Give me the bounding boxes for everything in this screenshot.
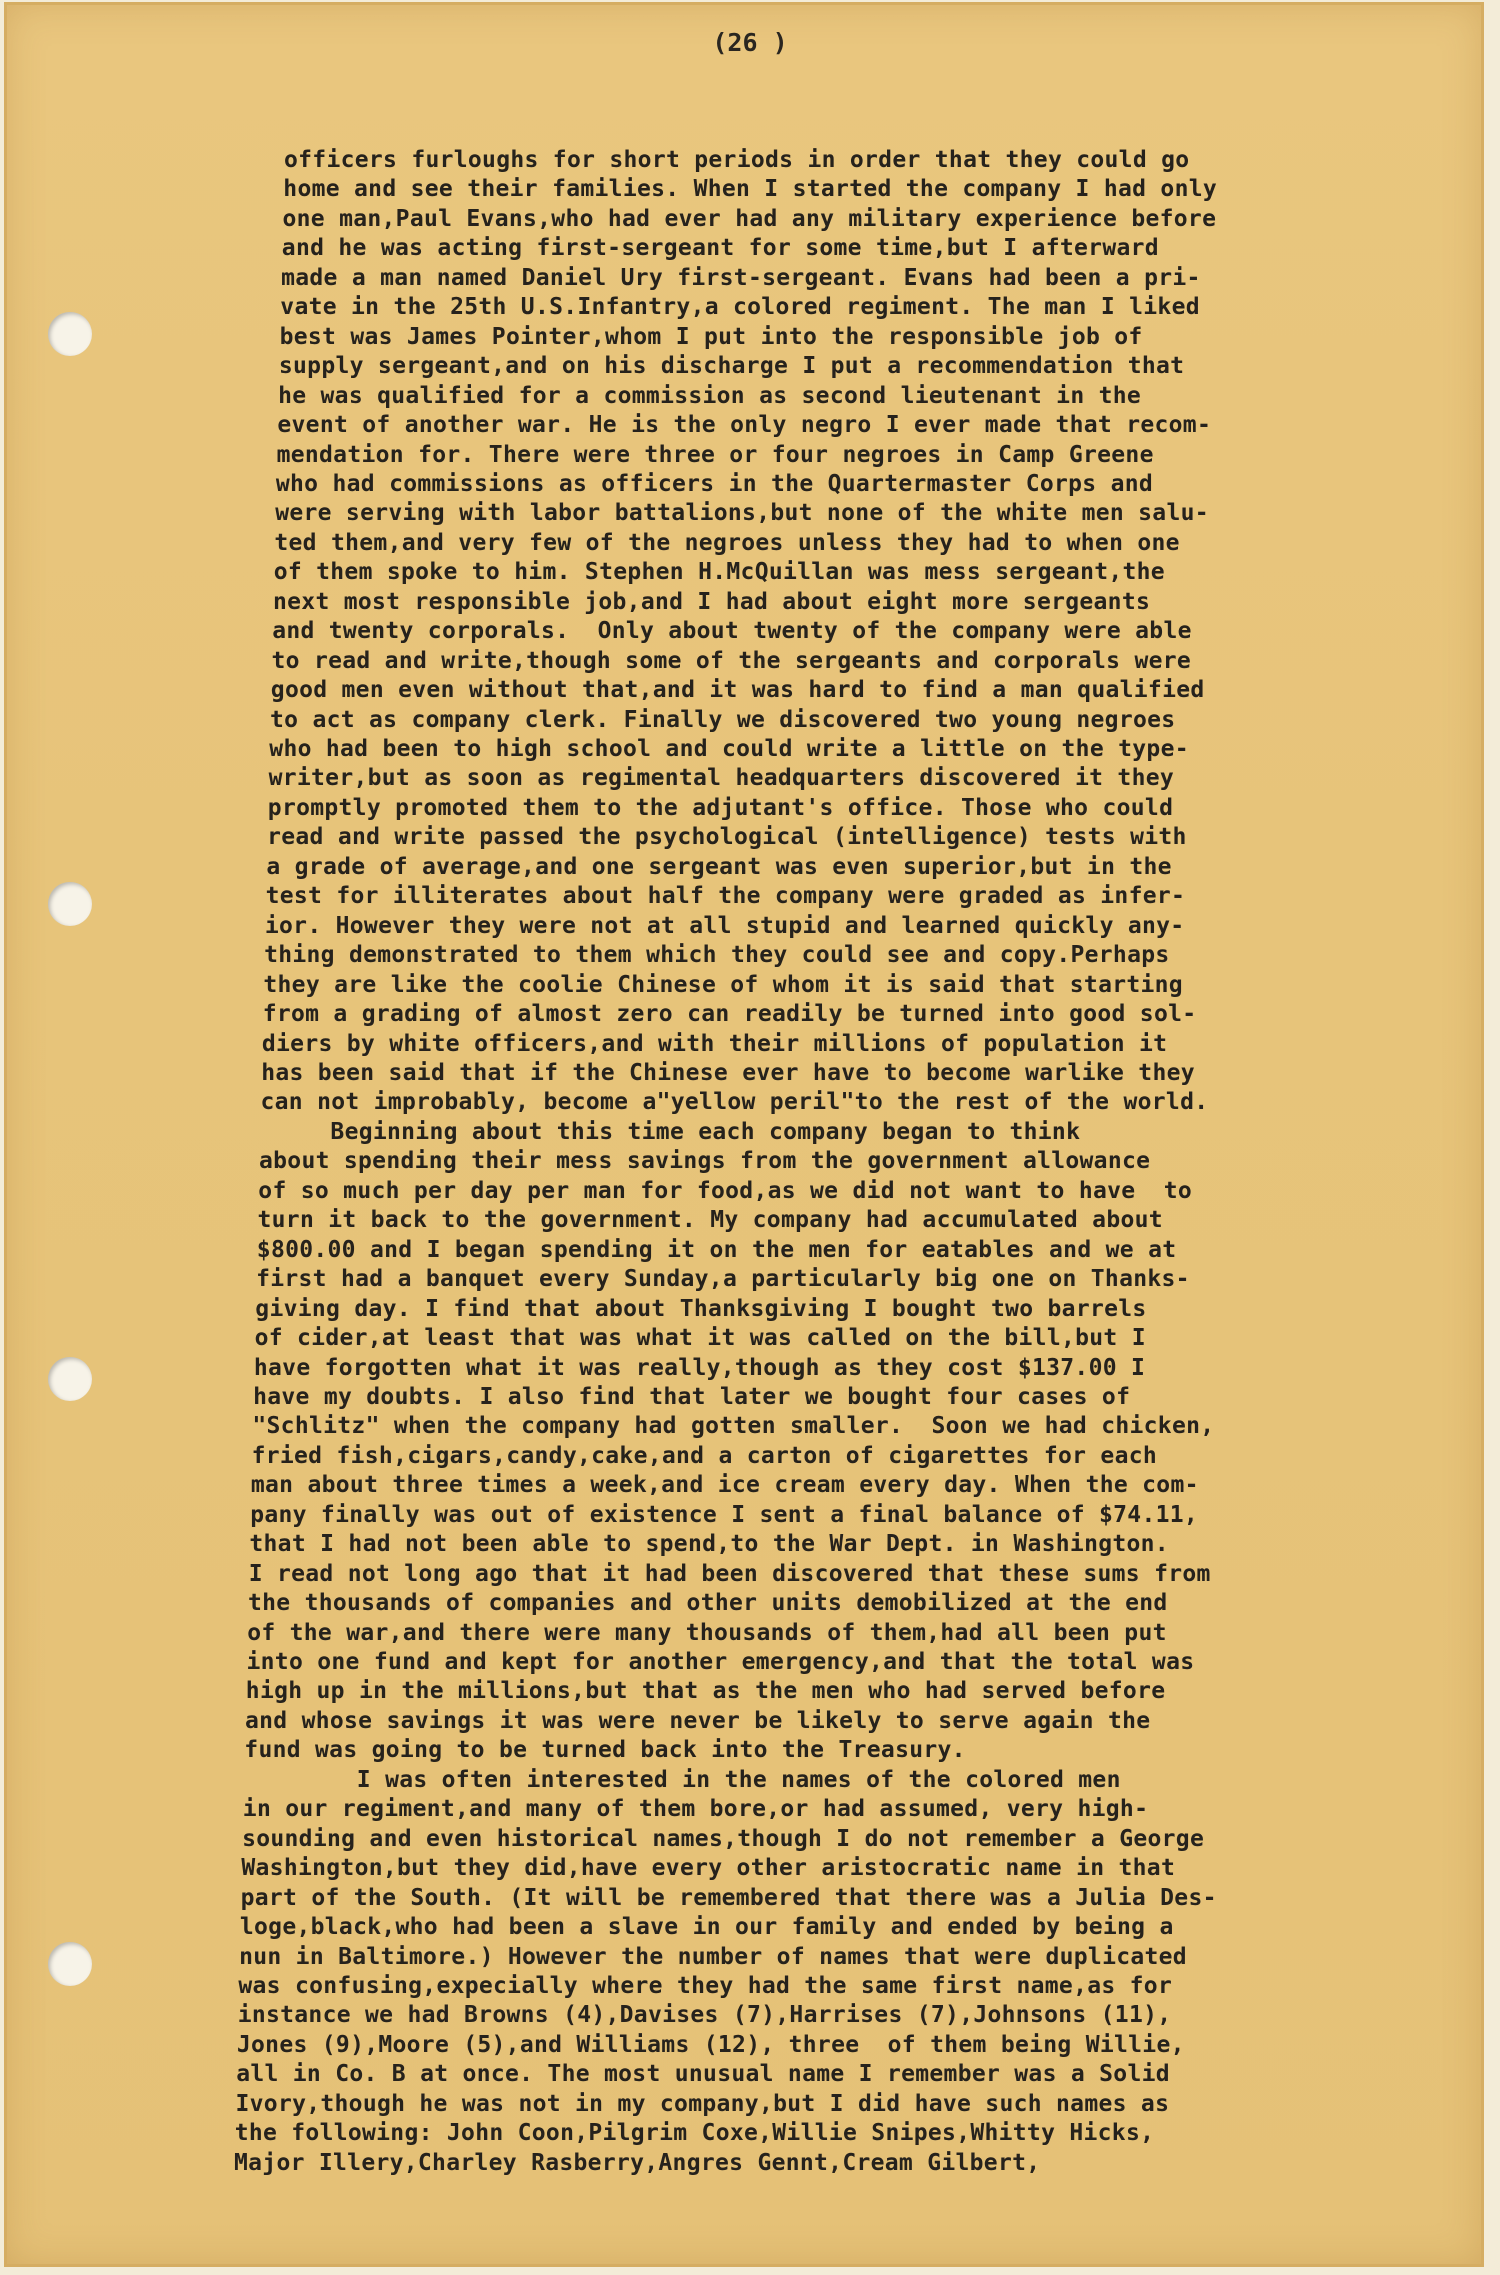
text-line: the following: John Coon,Pilgrim Coxe,Willie Snipes,Whitty Hicks, bbox=[234, 2120, 1155, 2147]
punch-hole bbox=[48, 312, 92, 356]
text-line: who had been to high school and could write a little on the type- bbox=[269, 736, 1189, 762]
text-line: fund was going to be turned back into the Treasury. bbox=[244, 1737, 966, 1764]
text-line: who had commissions as officers in the Quartermaster Corps and bbox=[275, 470, 1154, 497]
text-line: giving day. I find that about Thanksgiving I bought two barrels bbox=[255, 1295, 1147, 1322]
text-line: loge,black,who had been a slave in our family and ended by being a bbox=[239, 1914, 1174, 1940]
text-line: and he was acting first-sergeant for some time,but I afterward bbox=[281, 235, 1159, 262]
punch-hole bbox=[48, 1357, 92, 1401]
text-line: I read not long ago that it had been discovered that these sums from bbox=[248, 1560, 1211, 1587]
text-line: ted them,and very few of the negroes unless they had to when one bbox=[274, 529, 1180, 556]
text-line: best was James Pointer,whom I put into the responsible job of bbox=[279, 323, 1143, 350]
text-line: of so much per day per man for food,as we did not want to have to bbox=[258, 1177, 1193, 1204]
text-line: thing demonstrated to them which they could see and copy.Perhaps bbox=[264, 942, 1170, 969]
text-line: writer,but as soon as regimental headquarters discovered it they bbox=[268, 765, 1175, 792]
text-line: to act as company clerk. Finally we discovered two young negroes bbox=[270, 706, 1176, 733]
text-line: from a grading of almost zero can readily be turned into good sol- bbox=[262, 1001, 1197, 1027]
text-line: good men even without that,and it was hard to find a man qualified bbox=[270, 677, 1205, 704]
text-line: made a man named Daniel Ury first-sergeant. Evans had been a pri- bbox=[281, 264, 1201, 291]
text-line: instance we had Browns (4),Davises (7),Harrises (7),Johnsons (11), bbox=[237, 2002, 1172, 2029]
text-line: he was qualified for a commission as second lieutenant in the bbox=[278, 382, 1142, 409]
text-line: one man,Paul Evans,who had ever had any military experience before bbox=[282, 205, 1217, 232]
text-line: vate in the 25th U.S.Infantry,a colored regiment. The man I liked bbox=[280, 294, 1200, 321]
text-line: to read and write,though some of the sergeants and corporals were bbox=[271, 647, 1192, 674]
text-line: promptly promoted them to the adjutant's office. Those who could bbox=[267, 794, 1174, 821]
text-line: home and see their families. When I started the company I had only bbox=[283, 176, 1218, 203]
text-line: that I had not been able to spend,to the War Dept. in Washington. bbox=[249, 1531, 1169, 1558]
text-line: Jones (9),Moore (5),and Williams (12), three of them being Willie, bbox=[236, 2031, 1185, 2058]
text-line: $800.00 and I began spending it on the men for eatables and we at bbox=[256, 1236, 1177, 1263]
text-line: turn it back to the government. My company had accumulated about bbox=[257, 1207, 1163, 1234]
text-line: mendation for. There were three or four negroes in Camp Greene bbox=[276, 441, 1154, 468]
text-line: man about three times a week,and ice cream every day. When the com- bbox=[250, 1472, 1199, 1499]
text-line: Ivory,though he was not in my company,but I did have such names as bbox=[235, 2090, 1170, 2117]
text-line: I was often interested in the names of the colored men bbox=[243, 1766, 1121, 1793]
text-line: into one fund and kept for another emergency,and that the total was bbox=[246, 1649, 1195, 1675]
text-line: the thousands of companies and other units demobilized at the end bbox=[248, 1590, 1168, 1616]
text-line: of the war,and there were many thousands of them,had all been put bbox=[247, 1619, 1167, 1646]
text-line: was confusing,expecially where they had the same first name,as for bbox=[238, 1972, 1173, 1999]
text-line: fried fish,cigars,candy,cake,and a carton of cigarettes for each bbox=[251, 1442, 1158, 1469]
text-line: event of another war. He is the only negro I ever made that recom- bbox=[277, 412, 1212, 439]
text-line: they are like the coolie Chinese of whom it is said that starting bbox=[263, 971, 1183, 998]
text-line: supply sergeant,and on his discharge I put a recommendation that bbox=[278, 353, 1185, 380]
text-line: has been said that if the Chinese ever have to become warlike they bbox=[261, 1059, 1195, 1086]
text-line: read and write passed the psychological (intelligence) tests with bbox=[267, 824, 1187, 851]
text-line: first had a banquet every Sunday,a particularly big one on Thanks- bbox=[256, 1266, 1190, 1293]
text-line: nun in Baltimore.) However the number of names that were duplicated bbox=[239, 1943, 1187, 1970]
text-line: high up in the millions,but that as the men who had served before bbox=[245, 1678, 1166, 1705]
text-line: all in Co. B at once. The most unusual name I remember was a Solid bbox=[236, 2061, 1170, 2088]
text-line: and twenty corporals. Only about twenty of the company were able bbox=[272, 618, 1192, 645]
punch-hole bbox=[48, 882, 92, 926]
text-line: were serving with labor battalions,but none of the white men salu- bbox=[275, 500, 1209, 527]
text-line: ior. However they were not at all stupid and learned quickly any- bbox=[264, 912, 1185, 939]
text-line: "Schlitz" when the company had gotten smaller. Soon we had chicken, bbox=[252, 1413, 1215, 1440]
text-line: Beginning about this time each company began to think bbox=[259, 1118, 1081, 1145]
text-line: diers by white officers,and with their millions of population it bbox=[261, 1030, 1168, 1057]
text-line: can not improbably, become a"yellow peril"to the rest of the world. bbox=[260, 1089, 1209, 1116]
text-line: Major Illery,Charley Rasberry,Angres Gennt,Cream Gilbert, bbox=[234, 2149, 1041, 2176]
text-line: of them spoke to him. Stephen H.McQuillan was mess sergeant,the bbox=[273, 559, 1165, 586]
text-line: in our regiment,and many of them bore,or had assumed, very high- bbox=[242, 1796, 1149, 1823]
text-line: about spending their mess savings from the government allowance bbox=[259, 1148, 1151, 1175]
text-line: pany finally was out of existence I sent a final balance of $74.11, bbox=[250, 1501, 1199, 1528]
text-line: a grade of average,and one sergeant was even superior,but in the bbox=[266, 853, 1172, 880]
text-line: have forgotten what it was really,though as they cost $137.00 I bbox=[253, 1354, 1146, 1381]
punch-hole bbox=[48, 1942, 92, 1986]
text-line: and whose savings it was were never be likely to serve again the bbox=[245, 1707, 1151, 1734]
text-line: next most responsible job,and I had about eight more sergeants bbox=[273, 588, 1151, 615]
text-line: officers furloughs for short periods in order that they could go bbox=[284, 147, 1190, 173]
page-number: (26 ) bbox=[712, 28, 788, 57]
text-line: Washington,but they did,have every other aristocratic name in that bbox=[241, 1855, 1176, 1882]
text-line: sounding and even historical names,though I do not remember a George bbox=[242, 1825, 1205, 1852]
text-line: of cider,at least that was what it was called on the bill,but I bbox=[254, 1325, 1146, 1351]
text-line: have my doubts. I also find that later we bought four cases of bbox=[253, 1383, 1131, 1410]
text-line: test for illiterates about half the company were graded as infer- bbox=[265, 883, 1186, 910]
text-line: part of the South. (It will be remembered that there was a Julia Des- bbox=[240, 1884, 1217, 1911]
